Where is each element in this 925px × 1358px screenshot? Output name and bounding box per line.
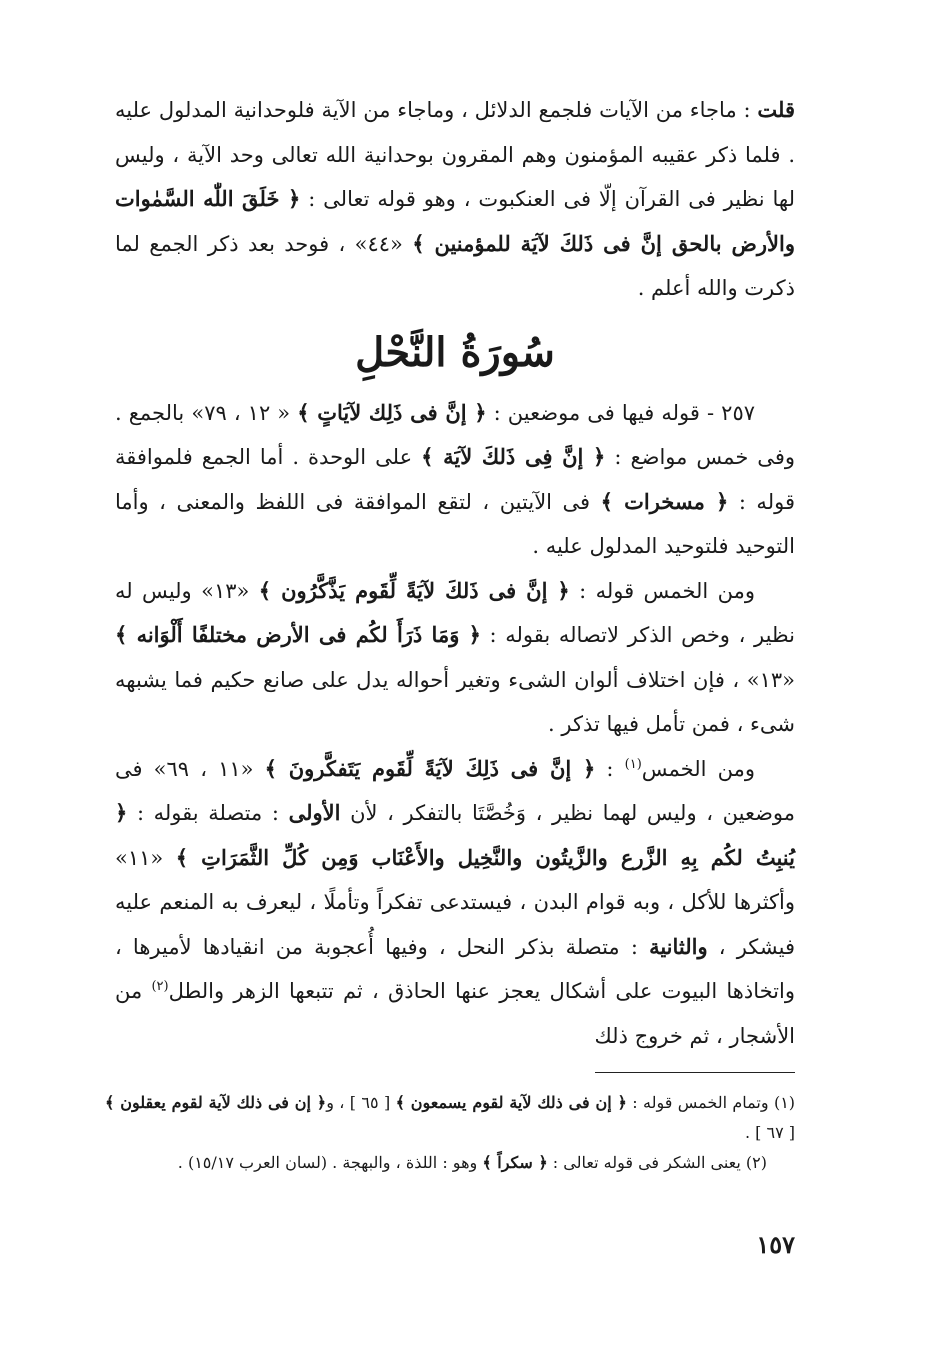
text-run: [ ٦٥ ] ، و: [326, 1093, 396, 1112]
quran-verse: ﴿ إنَّ فى ذَلِكَ لآيَةً لِّقَوم يَتَفكَّرونَ ﴾: [264, 755, 596, 781]
main-text: [115, 88, 795, 1058]
text-run: على الوحدة . أما الجمع فلموافقة قوله :: [115, 445, 795, 514]
quran-verse: ﴿ إنَّ فِى ذَلكَ لآيَة ﴾: [421, 444, 606, 469]
quran-verse: والثانية: [649, 933, 708, 959]
text-run: ومن الخمس: [641, 756, 755, 781]
footnote-ref: (٢): [151, 979, 169, 994]
text-run: [ ٦٧ ] .: [744, 1123, 795, 1142]
footnote: [105, 1148, 795, 1178]
text-run: (١) وتمام الخمس قوله :: [626, 1093, 796, 1112]
page-number: ١٥٧: [756, 1230, 795, 1259]
text-run: : متصلة بقوله :: [127, 801, 289, 825]
text-run: «١١ ، ٦٩» فى موضعين ، وليس لهما نظير ، وَخُصَّتَا بالتفكر ، لأن: [115, 756, 796, 825]
text-run: :: [595, 756, 625, 781]
quran-verse: ﴿ إنَّ فى ذَلِك لآيَاتٍ ﴾: [297, 399, 487, 425]
text-run: ومن الخمس قوله :: [569, 578, 755, 603]
text-run: (٢) يعنى الشكر فى قوله تعالى :: [547, 1153, 767, 1172]
footnotes: [105, 1088, 795, 1178]
surah-title: سُورَةُ النَّحْلِ: [355, 328, 555, 376]
text-run: : ماجاء من الآيات فلجمع الدلائل ، وماجاء من الآية فلوحدانية المدلول عليه . فلما ذكر عقيبه المؤمنون وهم المقرون بوحدانية الله تعالى وحد الآية ، وليس لها نظير فى القرآن إلّا فى العنكبوت ، وهو قوله تعالى :: [115, 98, 795, 211]
quran-verse: ﴿ يُنبِتُ لكُم بِهِ الزَّرع والزَّيتُون والنَّخِيل والأَعْنَاب وَمِن كُلِّ الثَّمَرَاتِ ﴾: [115, 800, 795, 870]
quran-verse: الأولى: [288, 800, 341, 825]
footnote-separator: [595, 1072, 795, 1073]
text-run: «١٣» ، فإن اختلاف ألوان الشىء وتغير أحواله يدل على صانع حكيم فما يشبهه شىء ، فمن تأمل فيها تذكر .: [115, 667, 795, 736]
paragraph: [115, 747, 795, 1059]
quran-verse: ﴿ خَلَقَ اللّٰه السَّمٰوات والأرض بالحق إنَّ فى ذَلكَ لآيَة للمؤمنين ﴾: [115, 186, 795, 256]
quran-verse: ﴿ إن فى ذلك لآية لقوم يعقلون ﴾: [105, 1093, 327, 1112]
text-run: «١٣» وليس له نظير ، وخص الذكر لاتصاله بقوله :: [115, 578, 796, 647]
quran-verse: ﴿ سكراً ﴾: [482, 1153, 548, 1172]
text-run: « ١٢ ، ٧٩» بالجمع . وفى خمس مواضع :: [115, 400, 795, 469]
paragraph: [115, 391, 795, 569]
paragraph: [115, 569, 795, 747]
quran-verse: ﴿ مسخرات ﴾: [600, 488, 729, 514]
text-run: ٢٥٧ - قوله فيها فى موضعين :: [486, 400, 756, 425]
text-run: «٤٤» ، فوحد بعد ذكر الجمع لما ذكرت والله أعلم .: [115, 231, 795, 300]
paragraph: [115, 88, 795, 311]
footnote-ref: (١): [624, 756, 642, 772]
text-run: وهو : اللذة ، والبهجة . (لسان العرب ١٥/١٧) .: [177, 1153, 483, 1172]
quran-verse: ﴿ إن فى ذلك لآية لقوم يسمعون ﴾: [395, 1093, 627, 1112]
text-run: فى الآيتين ، لتقع الموافقة فى اللفظ والمعنى ، وأما التوحيد فلتوحيد المدلول عليه .: [115, 489, 795, 558]
quran-verse: قلت: [757, 97, 795, 122]
text-run: «١١» وأكثرها للأكل ، وبه قوام البدن ، فيستدعى تفكراً وتأملًا ، ليعرف به المنعم عليه فيشكر ،: [115, 845, 796, 959]
quran-verse: ﴿ وَمَا ذَرَأَ لكُم فى الأرض مختلفًا أَلْوَانه ﴾: [115, 622, 481, 647]
quran-verse: ﴿ إنَّ فى ذَلكَ لآيَةً لِّقَوم يَذَّكَّرُون ﴾: [258, 577, 570, 603]
text-run: من الأشجار ، ثم خروج ذلك: [115, 979, 795, 1048]
footnote: [105, 1088, 795, 1148]
text-run: : متصلة بذكر النحل ، وفيها أُعجوبة من انقيادها لأميرها ، واتخاذها البيوت على أشكال يعجز عنها الحاذق ، ثم تتبعها الزهر والطل: [115, 934, 795, 1003]
